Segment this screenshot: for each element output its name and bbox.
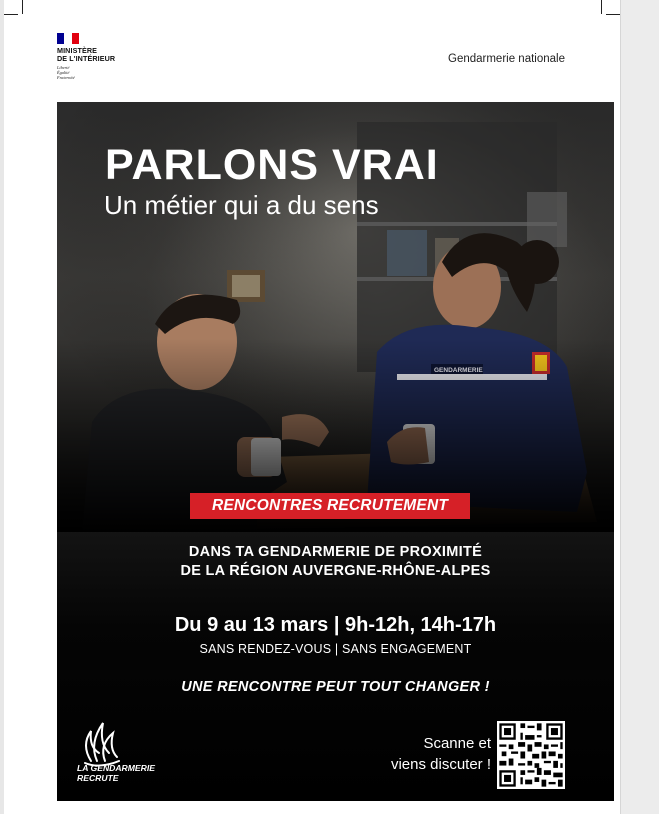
- crop-mark: [4, 14, 18, 15]
- flag-band: [72, 33, 79, 44]
- scan-line: Scanne et: [423, 735, 491, 752]
- ministry-name: [57, 47, 137, 63]
- page-gutter: [620, 0, 659, 814]
- crop-mark: [601, 0, 602, 14]
- ministry-name-line: DE L'INTÉRIEUR: [57, 54, 116, 63]
- recrute-logo-line: LA GENDARMERIE: [77, 763, 155, 773]
- event-dates: Du 9 au 13 mars | 9h-12h, 14h-17h: [174, 614, 497, 636]
- french-flag-icon: [57, 33, 79, 44]
- flag-band: [64, 33, 71, 44]
- poster-tagline: UNE RENCONTRE PEUT TOUT CHANGER !: [181, 679, 490, 695]
- crop-mark: [22, 0, 23, 14]
- recrute-logo-line: RECRUTE: [77, 773, 119, 783]
- scan-line: viens discuter !: [390, 756, 491, 773]
- recrute-logo-text: [77, 763, 155, 783]
- motto-line: Égalité: [57, 70, 70, 75]
- recruitment-poster: [57, 102, 614, 801]
- republic-motto: [57, 65, 137, 80]
- ministry-logo: [57, 33, 137, 88]
- flag-band: [57, 33, 64, 44]
- location-line: DE LA RÉGION AUVERGNE-RHÔNE-ALPES: [180, 563, 491, 579]
- location-line: DANS TA GENDARMERIE DE PROXIMITÉ: [188, 544, 483, 560]
- ministry-name-line: MINISTÈRE: [57, 46, 98, 55]
- scan-invitation: [391, 733, 491, 775]
- crop-mark: [606, 14, 620, 15]
- poster-headline: PARLONS VRAI: [105, 141, 439, 189]
- motto-line: Liberté: [57, 65, 70, 70]
- qr-code[interactable]: [497, 721, 565, 789]
- motto-line: Fraternité: [57, 75, 75, 80]
- agency-name: Gendarmerie nationale: [448, 53, 565, 65]
- event-conditions: SANS RENDEZ-VOUS | SANS ENGAGEMENT: [199, 642, 472, 656]
- poster-subheadline: Un métier qui a du sens: [104, 190, 379, 220]
- event-banner: RENCONTRES RECRUTEMENT: [190, 493, 470, 519]
